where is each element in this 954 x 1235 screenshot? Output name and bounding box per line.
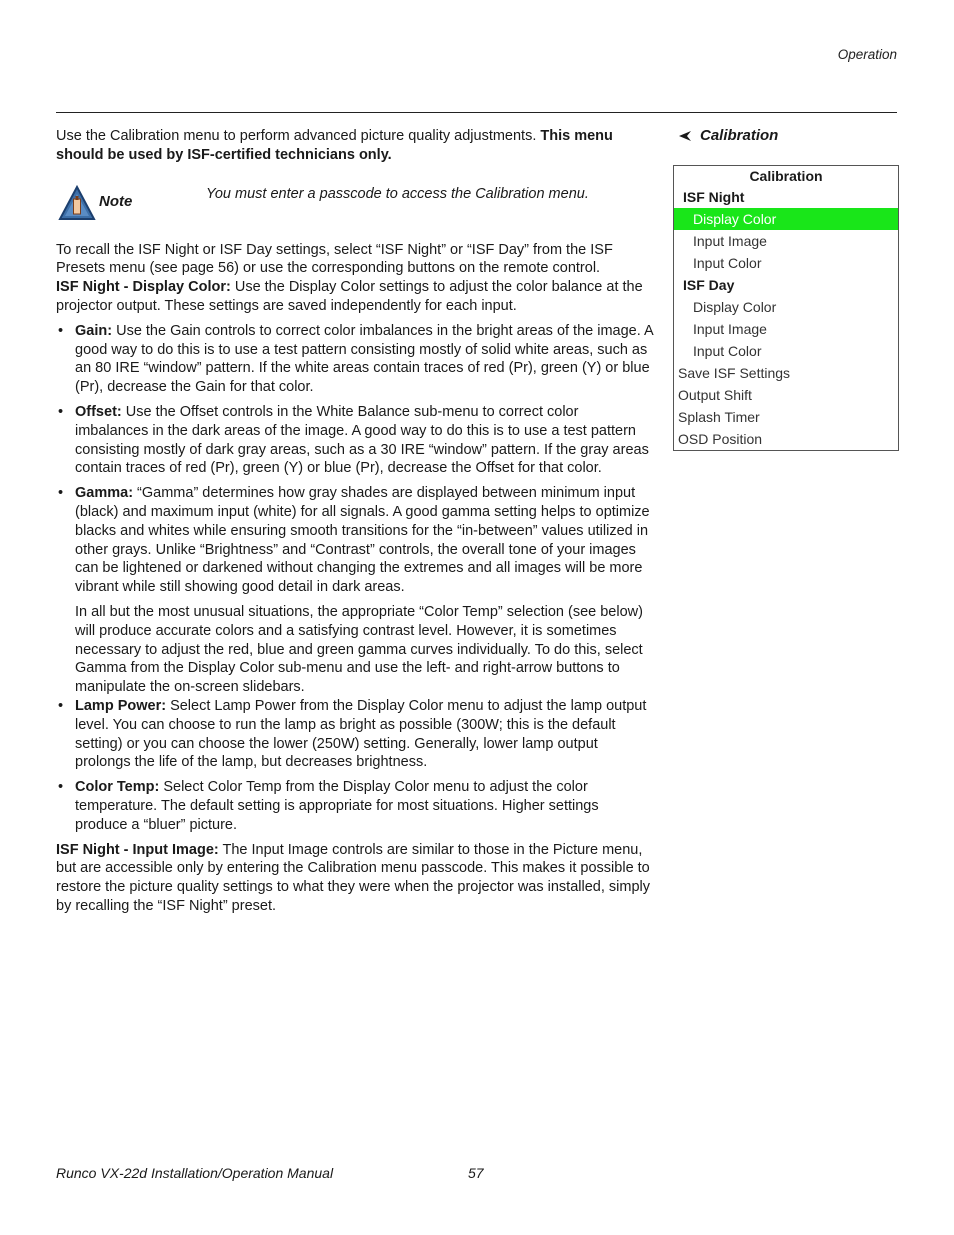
footer-page-number: 57 (468, 1165, 484, 1181)
sidebar-title (678, 127, 778, 144)
input-image-text: The Input Image controls are similar to those in the Picture menu, but are accessible only by entering the Calibration menu passcode. This makes it possible to restore the picture quality settings to what they were when the projector was installed, simply by recalling the “ISF Night” preset. (56, 841, 650, 914)
bullet-dot: • (58, 403, 64, 420)
note-label: Note (99, 192, 133, 210)
settings-list (56, 322, 653, 597)
menu-item-isf-day-input-image[interactable]: Input Image (693, 321, 767, 337)
recall-paragraph: To recall the ISF Night or ISF Day settings, select “ISF Night” or “ISF Day” from the ISF Presets menu (see page 56) or use the corresponding buttons on the remote control. (56, 241, 613, 277)
list-item-text: “Gamma” determines how gray shades are displayed between minimum input (black) and maximum input (white) for all signals. A good gamma setting helps to optimize blacks and whites while ensuring smooth transitions for the “in-between” values utilized in other grays. Unlike “Brightness” and “Contrast” controls, the overall tone of your images can be lightened or darkened without changing the extremes and all images will be more vibrant while still showing good detail in dark areas. (75, 485, 650, 596)
list-item-color-temp (56, 778, 653, 834)
input-image-heading: ISF Night - Input Image: (56, 841, 219, 858)
list-item-lamp-power (56, 697, 653, 772)
running-header: Operation (837, 47, 897, 62)
menu-title: Calibration (749, 168, 823, 184)
display-color-paragraph (56, 278, 653, 316)
note-icon (58, 185, 96, 221)
list-item-gain (56, 322, 653, 397)
menu-item-isf-night-display-color[interactable]: Display Color (674, 208, 898, 230)
menu-item-isf-night-input-color[interactable]: Input Color (693, 255, 762, 271)
menu-item-save-isf-settings[interactable]: Save ISF Settings (678, 365, 791, 381)
intro-paragraph (56, 127, 653, 165)
calibration-menu (673, 165, 899, 451)
list-item-offset (56, 403, 653, 478)
list-item-term: Color Temp: (75, 779, 160, 796)
list-item-text: Use the Offset controls in the White Balance sub-menu to correct color imbalances in the dark areas of the image. A good way to do this is to use a test pattern consisting mostly of dark gray areas, such as a 30 IRE “window” pattern. If the gray areas contain traces of red (Pr), green (Y) or blue (Pr), decrease the Offset for that color. (75, 403, 649, 477)
footer-manual-title: Runco VX-22d Installation/Operation Manual (56, 1165, 334, 1181)
bullet-dot: • (58, 322, 64, 339)
list-item-text: Select Color Temp from the Display Color menu to adjust the color temperature. The default setting is appropriate for most situations. Higher settings produce a “bluer” picture. (75, 779, 599, 833)
settings-list-continued (56, 697, 653, 835)
header-rule (56, 112, 897, 113)
list-item-text: Use the Gain controls to correct color imbalances in the bright areas of the image. A good way to do this is to use a test pattern consisting mostly of solid white areas, such as an 80 IRE “window” pattern. If the white areas contain traces of red (Pr), green (Y) or blue (Pr), decrease the Gain for that color. (75, 322, 653, 396)
left-arrow-icon (678, 130, 692, 142)
menu-group-isf-day[interactable]: ISF Day (683, 277, 735, 293)
menu-group-isf-night[interactable]: ISF Night (683, 189, 745, 205)
input-image-paragraph (56, 841, 653, 916)
bullet-dot: • (58, 779, 64, 796)
list-item-text: Select Lamp Power from the Display Color menu to adjust the lamp output level. You can choose to run the lamp as bright as possible (300W; this is the default setting) or you can choose the lower (250W) setting. Generally, lower lamp output prolongs the life of the lamp, but decreases brightness. (75, 697, 647, 771)
bullet-dot: • (58, 697, 64, 714)
list-item-term: Gamma: (75, 485, 134, 502)
menu-item-isf-night-input-image[interactable]: Input Image (693, 233, 767, 249)
list-item-term: Gain: (75, 322, 113, 339)
main-column (56, 127, 653, 916)
list-item-term: Lamp Power: (75, 697, 167, 714)
list-item-term: Offset: (75, 403, 122, 420)
note-text: You must enter a passcode to access the Calibration menu. (206, 185, 589, 202)
menu-item-output-shift[interactable]: Output Shift (678, 387, 752, 403)
note-box (56, 183, 653, 241)
bullet-dot: • (58, 485, 64, 502)
menu-item-osd-position[interactable]: OSD Position (678, 431, 763, 447)
display-color-heading: ISF Night - Display Color: (56, 279, 231, 296)
list-item-gamma (56, 484, 653, 597)
menu-item-isf-day-display-color[interactable]: Display Color (693, 299, 777, 315)
gamma-extra-paragraph: In all but the most unusual situations, the appropriate “Color Temp” selection (see below) will produce accurate colors and a satisfying contrast level. However, it is sometimes necessary to adjust the red, blue and green gamma curves individually. To do this, select Gamma from the Display Color sub-menu and use the left- and right-arrow buttons to manipulate the on-screen slidebars. (75, 603, 643, 696)
menu-item-isf-day-input-color[interactable]: Input Color (693, 343, 762, 359)
sidebar-title-text: Calibration (700, 127, 779, 144)
intro-text: Use the Calibration menu to perform advanced picture quality adjustments. (56, 128, 541, 144)
menu-item-splash-timer[interactable]: Splash Timer (678, 409, 760, 425)
display-color-text: Use the Display Color settings to adjust the color balance at the projector output. These settings are saved independently for each input. (56, 279, 643, 314)
intro-warning: This menu should be used by ISF-certified technicians only. (56, 128, 613, 163)
